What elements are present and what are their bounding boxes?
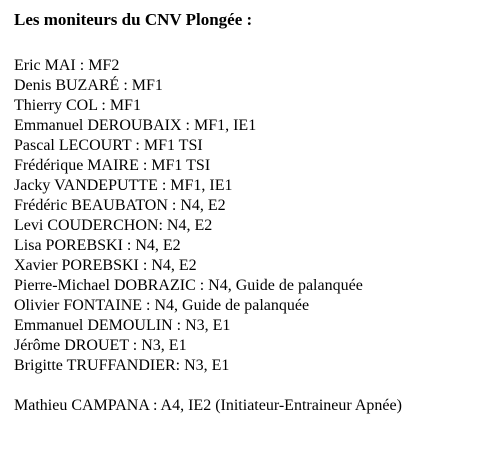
- instructor-list: [14, 56, 494, 376]
- list-item: Denis BUZARÉ : MF1: [14, 77, 163, 94]
- list-item: Emmanuel DEROUBAIX : MF1, IE1: [14, 117, 257, 134]
- list-item: Levi COUDERCHON: N4, E2: [14, 217, 213, 234]
- list-item: Thierry COL : MF1: [14, 97, 141, 114]
- document: [14, 10, 494, 416]
- list-item: Frédéric BEAUBATON : N4, E2: [14, 197, 226, 214]
- apnea-instructor-line: Mathieu CAMPANA : A4, IE2 (Initiateur-Entraineur Apnée): [14, 397, 402, 414]
- list-item: Olivier FONTAINE : N4, Guide de palanquée: [14, 297, 310, 314]
- page-title: Les moniteurs du CNV Plongée :: [14, 10, 253, 29]
- list-item: Xavier POREBSKI : N4, E2: [14, 257, 197, 274]
- list-item: Jérôme DROUET : N3, E1: [14, 337, 187, 354]
- list-item: Jacky VANDEPUTTE : MF1, IE1: [14, 177, 233, 194]
- list-item: Eric MAI : MF2: [14, 57, 120, 74]
- list-item: Emmanuel DEMOULIN : N3, E1: [14, 317, 231, 334]
- list-item: Frédérique MAIRE : MF1 TSI: [14, 157, 211, 174]
- list-item: Pierre-Michael DOBRAZIC : N4, Guide de palanquée: [14, 277, 363, 294]
- list-item: Lisa POREBSKI : N4, E2: [14, 237, 181, 254]
- list-item: Pascal LECOURT : MF1 TSI: [14, 137, 203, 154]
- list-item: Brigitte TRUFFANDIER: N3, E1: [14, 357, 230, 374]
